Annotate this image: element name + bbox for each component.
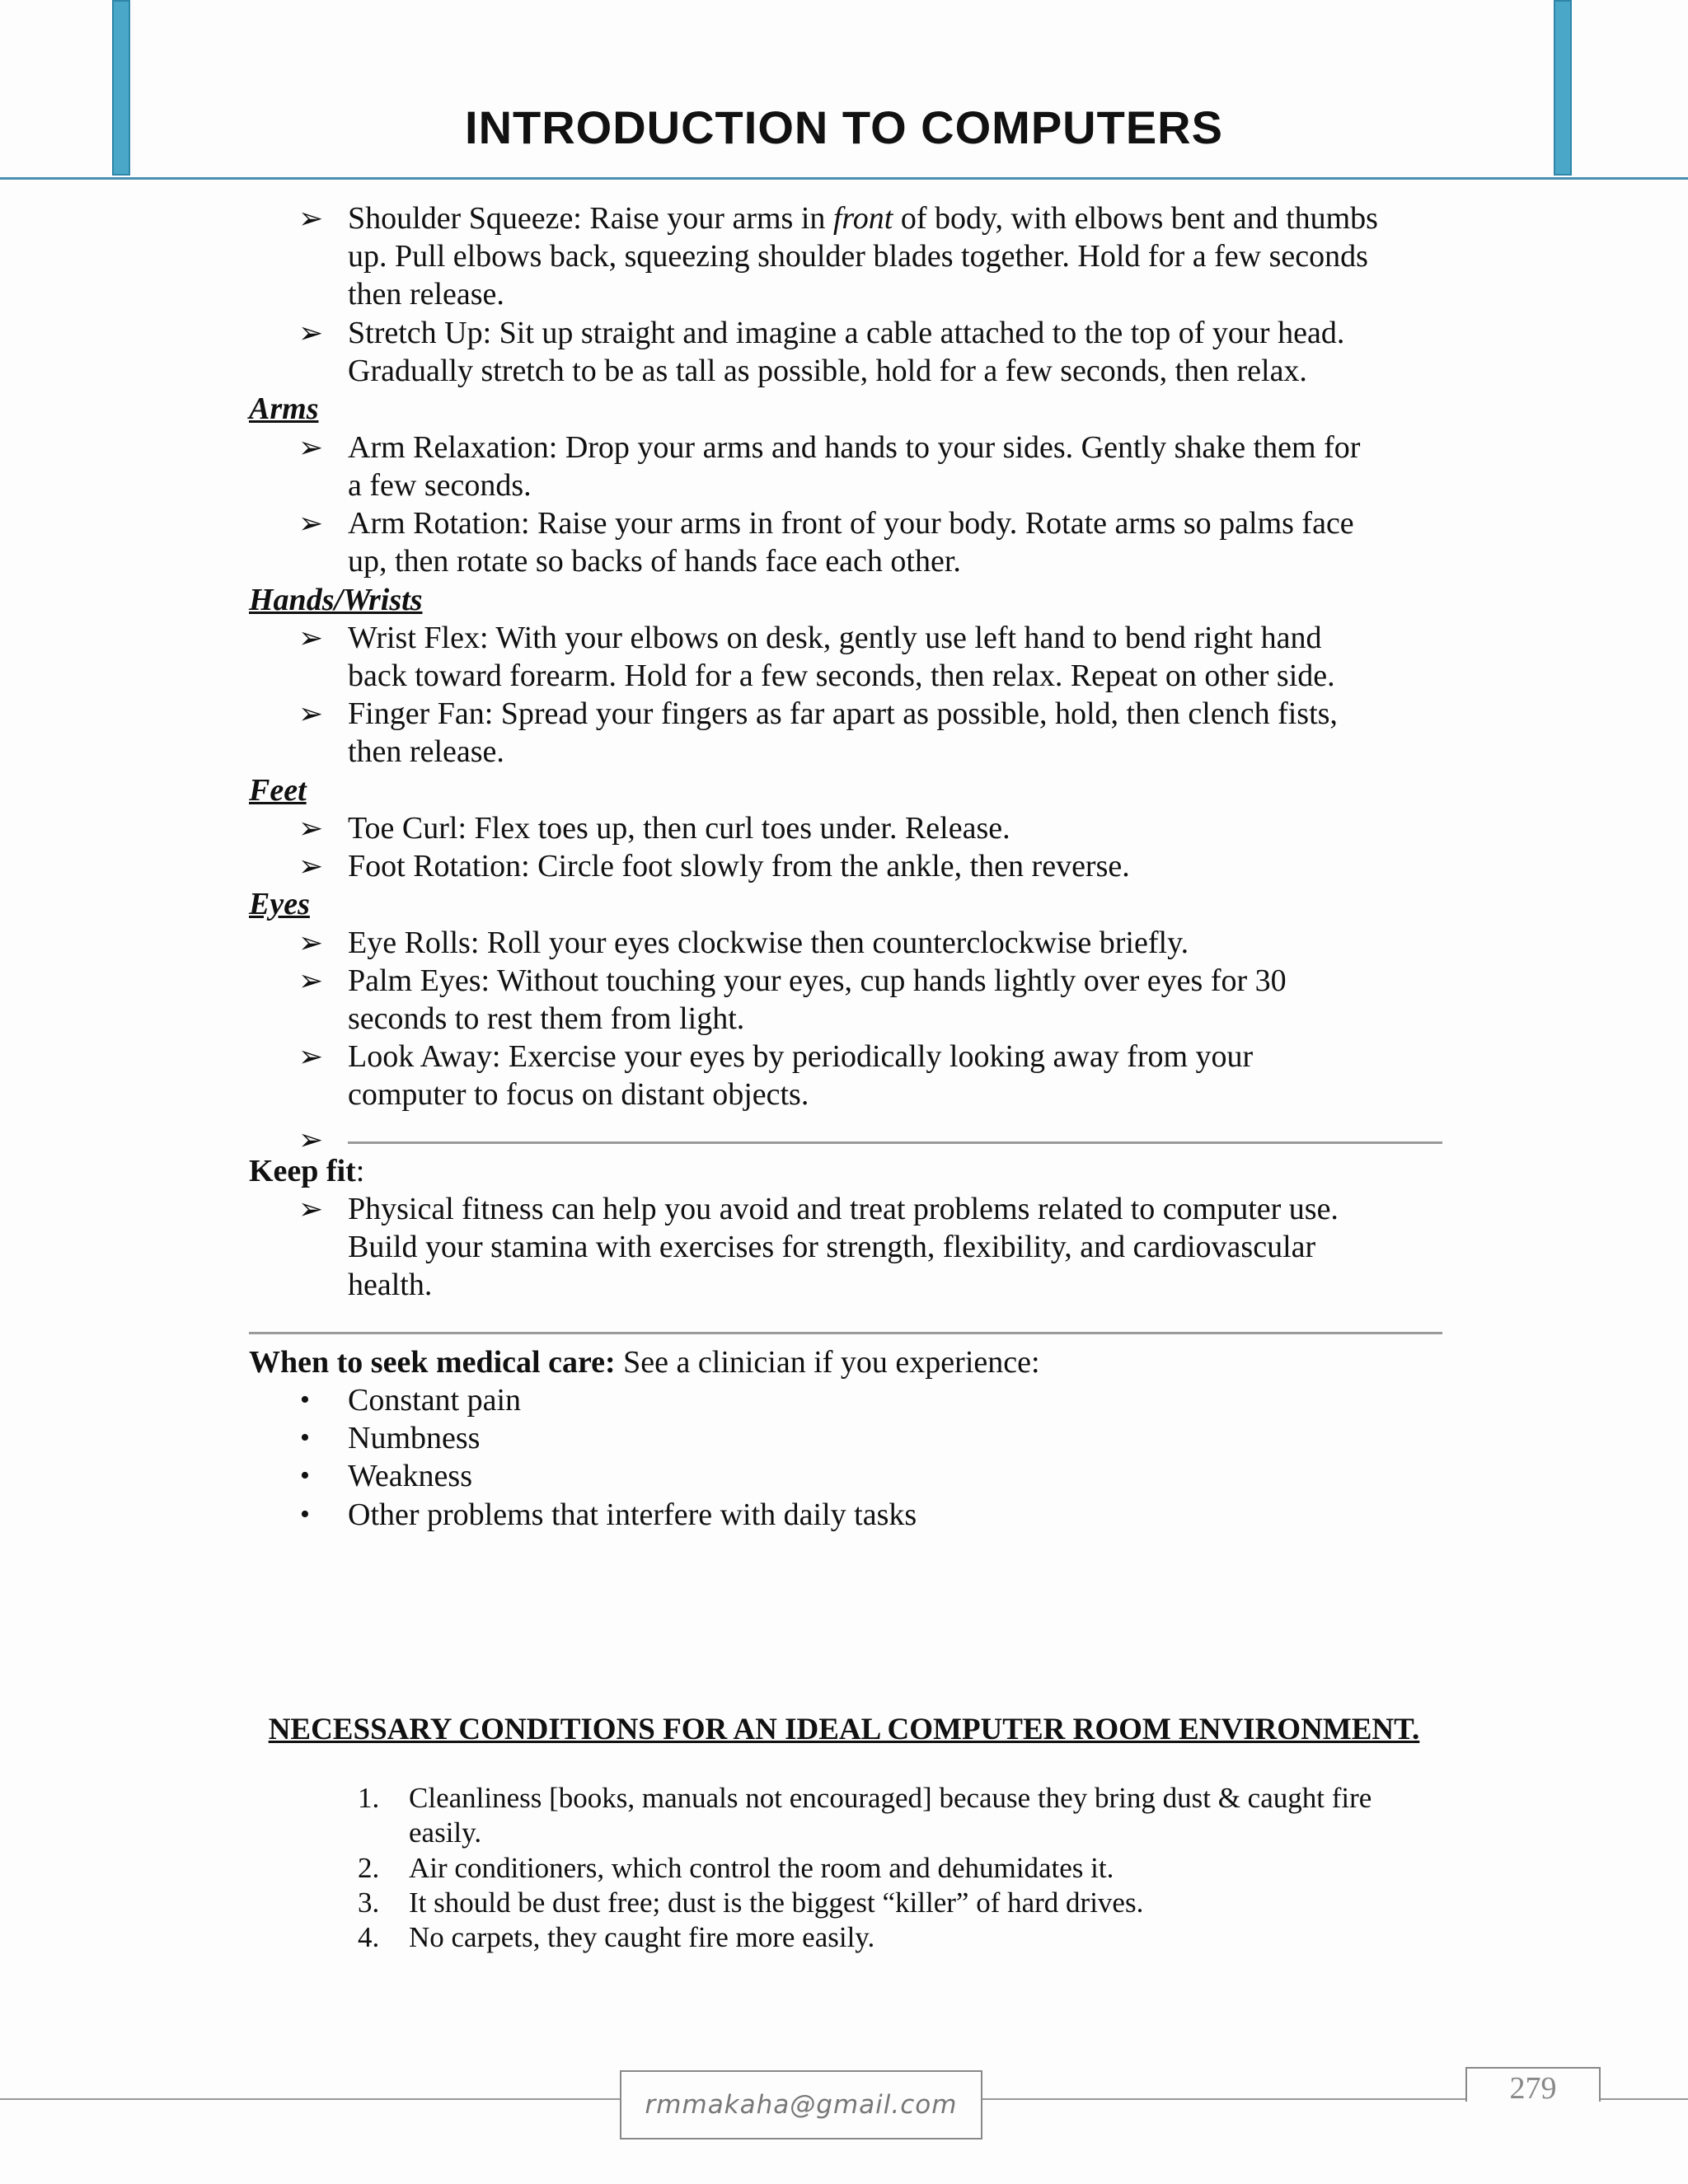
medical-care-intro: When to seek medical care: See a clinician if you experience: bbox=[249, 1345, 1040, 1380]
list-number: 2. bbox=[358, 1852, 380, 1884]
arrow-bullet-icon: ➢ bbox=[298, 621, 324, 654]
text-line: seconds to rest them from light. bbox=[348, 1001, 745, 1036]
horizontal-rule bbox=[348, 1141, 1442, 1144]
text-line: Look Away: Exercise your eyes by periodically looking away from your bbox=[348, 1039, 1254, 1074]
horizontal-rule bbox=[249, 1332, 1442, 1334]
text-line: Finger Fan: Spread your fingers as far apart as possible, hold, then clench fists, bbox=[348, 696, 1338, 731]
list-item: Constant pain bbox=[348, 1383, 522, 1418]
page-header-title: INTRODUCTION TO COMPUTERS bbox=[465, 101, 1223, 153]
bullet-icon: • bbox=[300, 1499, 310, 1530]
text-line: Build your stamina with exercises for strength, flexibility, and cardiovascular bbox=[348, 1230, 1316, 1264]
list-number: 1. bbox=[358, 1782, 380, 1814]
text-line: health. bbox=[348, 1268, 433, 1302]
text-line: then release. bbox=[348, 277, 504, 312]
list-item: No carpets, they caught fire more easily. bbox=[409, 1921, 875, 1953]
list-item: Cleanliness [books, manuals not encouraged] because they bring dust & caught fire bbox=[409, 1782, 1372, 1814]
footer-rule-middle bbox=[981, 2098, 1467, 2100]
text-line: Wrist Flex: With your elbows on desk, gently use left hand to bend right hand bbox=[348, 621, 1322, 655]
arrow-bullet-icon: ➢ bbox=[298, 507, 324, 540]
section-title: NECESSARY CONDITIONS FOR AN IDEAL COMPUTER ROOM ENVIRONMENT. bbox=[268, 1713, 1420, 1746]
text-line: Arm Relaxation: Drop your arms and hands to your sides. Gently shake them for bbox=[348, 430, 1361, 465]
list-item: Weakness bbox=[348, 1459, 472, 1493]
text-line: up, then rotate so backs of hands face each other. bbox=[348, 544, 961, 579]
section-heading-arms: Arms bbox=[249, 391, 319, 426]
arrow-bullet-icon: ➢ bbox=[298, 316, 324, 349]
section-heading-hands-wrists: Hands/Wrists bbox=[249, 583, 423, 617]
text-line: computer to focus on distant objects. bbox=[348, 1077, 809, 1112]
bullet-icon: • bbox=[300, 1422, 310, 1453]
arrow-bullet-icon: ➢ bbox=[298, 697, 324, 730]
text-line: Eye Rolls: Roll your eyes clockwise then counterclockwise briefly. bbox=[348, 926, 1189, 960]
footer-rule-right bbox=[1599, 2098, 1688, 2100]
arrow-bullet-icon: ➢ bbox=[298, 964, 324, 997]
section-heading-eyes: Eyes bbox=[249, 887, 310, 921]
footer-rule-left bbox=[0, 2098, 621, 2100]
arrow-bullet-icon: ➢ bbox=[298, 1193, 324, 1226]
list-item: It should be dust free; dust is the biggest “killer” of hard drives. bbox=[409, 1886, 1144, 1919]
text-line: a few seconds. bbox=[348, 468, 532, 503]
list-number: 4. bbox=[358, 1921, 380, 1953]
list-item: Air conditioners, which control the room and dehumidates it. bbox=[409, 1852, 1114, 1884]
list-item: Other problems that interfere with daily tasks bbox=[348, 1497, 917, 1532]
text-line: up. Pull elbows back, squeezing shoulder blades together. Hold for a few seconds bbox=[348, 239, 1368, 274]
arrow-bullet-icon: ➢ bbox=[298, 202, 324, 235]
text-line: back toward forearm. Hold for a few seconds, then relax. Repeat on other side. bbox=[348, 658, 1335, 693]
arrow-bullet-icon: ➢ bbox=[298, 431, 324, 464]
text-line: Arm Rotation: Raise your arms in front of your body. Rotate arms so palms face bbox=[348, 506, 1354, 541]
text-line: Shoulder Squeeze: Raise your arms in front of body, with elbows bent and thumbs bbox=[348, 201, 1378, 236]
bullet-icon: • bbox=[300, 1385, 310, 1415]
arrow-bullet-icon: ➢ bbox=[298, 850, 324, 883]
text-line: Gradually stretch to be as tall as possible, hold for a few seconds, then relax. bbox=[348, 354, 1307, 388]
text-line: Physical fitness can help you avoid and treat problems related to computer use. bbox=[348, 1192, 1339, 1226]
keep-fit-heading: Keep fit: bbox=[249, 1154, 365, 1188]
bullet-icon: • bbox=[300, 1460, 310, 1491]
arrow-bullet-icon: ➢ bbox=[298, 926, 324, 959]
text-line: then release. bbox=[348, 734, 504, 769]
arrow-bullet-icon: ➢ bbox=[298, 1040, 324, 1073]
text-line: Toe Curl: Flex toes up, then curl toes under. Release. bbox=[348, 811, 1010, 846]
text-line: Foot Rotation: Circle foot slowly from the ankle, then reverse. bbox=[348, 849, 1130, 883]
list-item: Numbness bbox=[348, 1421, 481, 1455]
arrow-bullet-icon: ➢ bbox=[298, 1123, 324, 1156]
list-number: 3. bbox=[358, 1886, 380, 1919]
text-line: Stretch Up: Sit up straight and imagine a cable attached to the top of your head. bbox=[348, 316, 1345, 350]
arrow-bullet-icon: ➢ bbox=[298, 812, 324, 845]
section-heading-feet: Feet bbox=[249, 773, 307, 808]
list-item-continuation: easily. bbox=[409, 1816, 482, 1849]
text-line: Palm Eyes: Without touching your eyes, cup hands lightly over eyes for 30 bbox=[348, 963, 1287, 998]
footer-email: rmmakaha@gmail.com bbox=[620, 2070, 982, 2139]
page-number: 279 bbox=[1465, 2067, 1601, 2102]
header-divider bbox=[0, 177, 1688, 180]
